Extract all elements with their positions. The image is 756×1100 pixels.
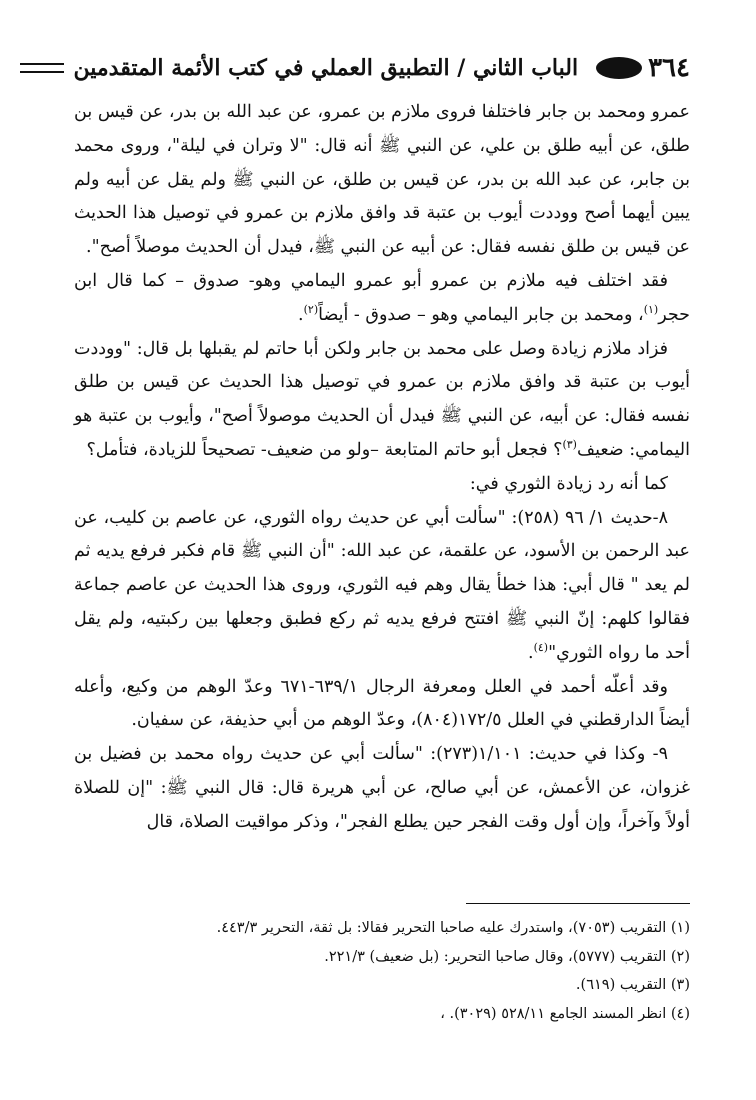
footnote: (٢) التقريب (٥٧٧٧)، وقال صاحبا التحرير: (بل ضعيف) ٢٢١/٣. xyxy=(324,948,690,965)
footnote-divider xyxy=(466,903,690,904)
ornament-icon xyxy=(596,57,642,79)
footnote-ref: (٢) xyxy=(303,302,319,316)
paragraph: ٩- وكذا في حديث: ١/١٠١(٢٧٣): "سألت أبي عن حديث رواه محمد بن فضيل بن غزوان، عن الأعمش، عن أبي صالح، عن أبي هريرة قال: قال النبي ﷺ: "إن للصلاة أولاً وآخراً، وإن أول وقت الفجر حين يطلع الفجر"، وذكر مواقيت الصلاة، قال xyxy=(74,744,690,832)
paragraph-text: ، ومحمد بن جابر اليمامي وهو – صدوق - أيضاً xyxy=(318,304,644,325)
running-header xyxy=(70,42,690,94)
footnote: (١) التقريب (٧٠٥٣)، واستدرك عليه صاحبا التحرير فقالا: بل ثقة، التحرير ٤٤٣/٣. xyxy=(216,920,690,936)
paragraph xyxy=(74,333,690,468)
paragraph-text: ؟ فجعل أبو حاتم المتابعة –ولو من ضعيف- تصحيحاً للزيادة، فتأمل؟ xyxy=(86,439,563,460)
paragraph-text: فقد اختلف فيه ملازم بن عمرو أبو عمرو اليمامي وهو- صدوق – كما قال ابن حجر xyxy=(74,270,690,325)
footnote: (٤) انظر المسند الجامع ٥٢٨/١١ (٣٠٢٩). ، xyxy=(440,1005,690,1022)
main-text xyxy=(74,96,690,840)
footnotes xyxy=(74,914,690,1028)
footnote: (٣) التقريب (٦١٩). xyxy=(575,977,690,993)
header-rule-end xyxy=(20,63,64,73)
footnote-ref: (١) xyxy=(643,302,659,316)
page-number: ٣٦٤ xyxy=(648,53,690,83)
paragraph: عمرو ومحمد بن جابر فاختلفا فروى ملازم بن عمرو، عن عبد الله بن بدر، عن قيس بن طلق، عن أبيه طلق بن علي، عن النبي ﷺ أنه قال: "لا وتران في ليلة"، وروى محمد بن جابر، عن عبد الله بن بدر، عن قيس بن طلق، عن النبي ﷺ ولم يقل عن أبيه ولم يبين أيهما أصح ووددت أيوب بن عتبة قد وافق ملازم بن عمرو في توصيل هذا الحديث عن قيس بن طلق نفسه فقال: عن أبيه عن النبي ﷺ، فيدل أن الحديث موصلاً أصح". xyxy=(74,102,690,258)
paragraph: كما أنه رد زيادة الثوري في: xyxy=(469,473,668,494)
paragraph: فقد اختلف فيه ملازم بن عمرو أبو عمرو اليمامي وهو- صدوق – كما قال ابن حجر$^{(١)}$، ومحمد بن جابر اليمامي وهو – صدوق - أيضاً$^{(٢)}$. xyxy=(74,270,690,325)
paragraph-text: ٨-حديث ١/ ٩٦ (٢٥٨): "سألت أبي عن حديث رواه الثوري، عن عاصم بن كليب، عن عبد الرحمن بن الأسود، عن علقمة، عن عبد الله: "أن النبي ﷺ قام فكبر فرفع يديه ثم لم يعد " قال أبي: هذا خطأ يقال وهم فيه الثوري، وروى هذا الحديث عن عاصم جماعة فقالوا كلهم: إنّ النبي ﷺ افتتح فرفع يديه ثم ركع فطبق وجعلها بين ركبتيه، ولم يقل أحد ما رواه الثوري" xyxy=(74,507,690,663)
footnote-ref: (٤) xyxy=(533,640,549,654)
paragraph-text: فزاد ملازم زيادة وصل على محمد بن جابر ولكن أبا حاتم لم يقبلها بل قال: "ووددت أيوب بن عتبة قد وافق ملازم بن عمرو في توصيل هذا الحديث عن قيس بن طلق نفسه فقال: عن أبيه، عن النبي ﷺ فيدل أن الحديث موصولاً أصح"، وأيوب بن عتبة هو اليمامي: ضعيف xyxy=(74,338,690,460)
paragraph: ٨-حديث ١/ ٩٦ (٢٥٨): "سألت أبي عن حديث رواه الثوري، عن عاصم بن كليب، عن عبد الرحمن بن الأسود، عن علقمة، عن عبد الله: "أن النبي ﷺ قام فكبر فرفع يديه ثم لم يعد " قال أبي: هذا خطأ يقال وهم فيه الثوري، وروى هذا الحديث عن عاصم جماعة فقالوا كلهم: إنّ النبي ﷺ افتتح فرفع يديه ثم ركع فطبق وجعلها بين ركبتيه، ولم يقل أحد ما رواه الثوري"$^{(٤)}$. xyxy=(74,507,690,663)
chapter-title: الباب الثاني / التطبيق العملي في كتب الأئمة المتقدمين xyxy=(73,55,579,81)
paragraph: وقد أعلّه أحمد في العلل ومعرفة الرجال ٦٣٩/١-٦٧١ وعدّ الوهم من وكيع، وأعله أيضاً الدارقطني في العلل ١٧٢/٥(٨٠٤)، وعدّ الوهم من أبي حذيفة، عن سفيان. xyxy=(74,676,690,731)
footnote-ref: (٣) xyxy=(562,438,577,452)
